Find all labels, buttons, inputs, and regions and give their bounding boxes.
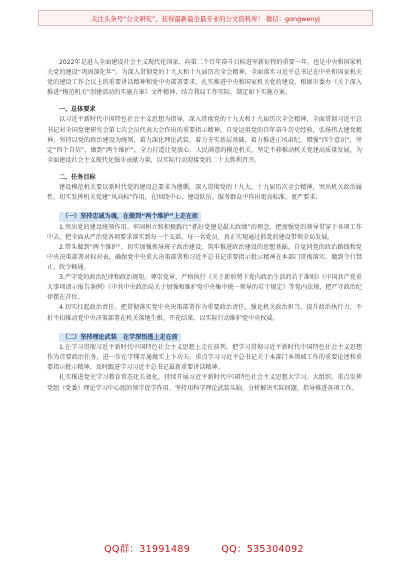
promo-banner: 关注头条号“公文研究”，获得最新最全最专业的公文资料库！ 微信：gongwenyj	[38, 10, 373, 26]
subsection-heading-1: （一）坚持忠诚为魂，在做到“两个维护”上走在前	[59, 212, 201, 222]
part-2-item-2: 扎实推进党史学习教育常态化长效化，持续开展习近平新时代中国特色社会主义思想大学习。大组织、重点发挥党组（党委）理论学习中心组的领学促学作用，坚持用科学理论武装头脑，分析解决实际问题，指导推进各项工作。	[47, 374, 362, 392]
part-1-item-2: 2.带头做到“两个维护”。切实加强领导班子政治建设，筑牢推进政治建设的思想基础，自觉同党的政治路线和党中央决策部署对标对表，确保党中央重大决策部署和习近平总书记重要指示批示精神在本部门贯彻落实，做到令行禁止、政令畅通。	[47, 243, 362, 272]
qq-number: QQ：535304092	[221, 544, 304, 555]
section-2-paragraph: 建设模范机关要以新时代党的建设总要求为遵循，深入贯彻党的十九大、十九届历次全会精神，突出机关政治属性，切实发挥机关党建“风向标”作用，在围绕中心、建设队伍、服务群众中作出更高标准、更严要求。	[47, 184, 362, 202]
qq-group-number: QQ群：31991489	[104, 544, 191, 555]
part-2-item-1: 1.在学习贯彻习近平新时代中国特色社会主义思想上走在前列。把学习贯彻习近平新时代中国特色社会主义思想作为首要政治任务，进一步在学懂弄通做实上下功夫。重点学习习近平总书记关于本部门本领域工作的重要论述和重要指示批示精神，及时跟进学习习近平总书记最新重要讲话精神。	[47, 344, 362, 372]
contact-footer	[0, 541, 408, 555]
section-1-paragraph: 以习近平新时代中国特色社会主义思想为指导，深入贯彻党的十九大和十九届历次全会精神，全面贯彻习近平总书记对全国党建研究会第七次会员代表大会作出的重要指示精神，自觉运用党的百年奋斗历史经验，弘扬伟大建党精神，坚持以党的政治建设为统领，着力深化理论武装，着力夯实基层基础，着力推进正风肃纪，增强“四个意识”，坚定“四个自信”，做到“两个维护”，全力打造让党放心、人民满意的模范机关，坚定不移推动机关党建高质量发展，为全面建设社会主义现代化强市贡献力量，以实际行动迎接党的二十大胜利召开。	[47, 116, 362, 164]
subsection-heading-2: （二）坚持理论武装 在学深悟透上走在前	[59, 333, 181, 343]
section-heading-1: 一、总体要求	[59, 106, 96, 114]
part-1-item-4: 4.切实扛起政治责任。把贯彻落实党中央决策部署作为重要政治责任，强化机关政治担当，提升政治执行力，不折不扣推动党中央决策部署在机关落地生根、开花结果，以实际行动维护党中央权威。	[47, 304, 362, 322]
document-body	[47, 58, 362, 394]
intro-paragraph: 2022年是进入全面建设社会主义现代化国家、向第二个百年奋斗目标进军新征程的重要一年，也是中央和国家机关党的建设“巩固深化年”。为深入贯彻党的十九大和十九届历次全会精神，全面落实习近平总书记在中央和国家机关党的建设工作会议上的重要讲话精神和党中央部署要求，扎实推进中央和国家机关党的建设，根据市委办《关于深入推进“模范机关”创建活动的实施方案》文件精神，结合我局工作实际，制定如下实施方案。	[47, 59, 362, 97]
section-heading-2: 二、任务目标	[59, 173, 96, 181]
part-1-item-3: 3.严守党的政治纪律和政治规矩。尊崇党章，严格执行《关于新形势下党内政治生活的若干准则》《中国共产党重大事项请示报告条例》《中共中央政治局关于加强和维护党中央集中统一领导的若干规定》等党内法规，把严守政治纪律摆在首位。	[47, 274, 362, 302]
part-1-item-1: 1.突出党的建设统领作用。牢固树立和积极践行“抓好党建是最大政绩”的理念，把加强党的领导贯穿于各项工作中去，把全面从严治党各项要求落实到每一个支部、每一名党员，真正实现通过抓党的建设带领全局发展。	[47, 223, 362, 241]
